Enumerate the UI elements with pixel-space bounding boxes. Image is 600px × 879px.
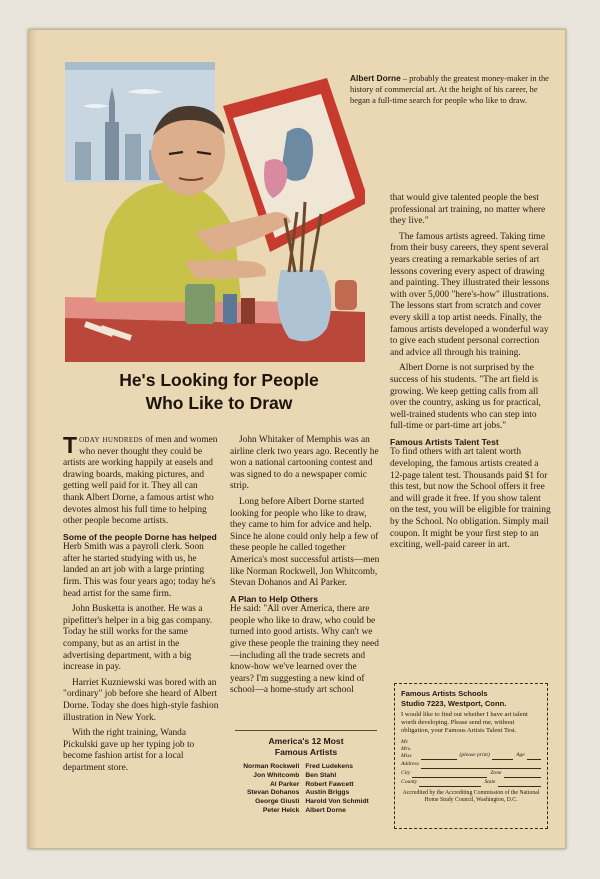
artist-name: George Giusti [255, 798, 300, 806]
paragraph-long-before: Long before Albert Dorne started looking for people who like to draw, they came to him for advice and help. Since he alone could only help a few of these people he called together America's most successful artists—men like Norman Rockwell, Jon Whitcomb, Stevan Dohanos and Al Parker. [230, 496, 380, 589]
albert-dorne-illustration [65, 62, 365, 362]
subhead-people-helped: Some of the people Dorne has helped [63, 531, 217, 542]
artist-name: Austin Briggs [305, 789, 350, 797]
paragraph-herb-smith: Herb Smith was a payroll clerk. Soon after he started studying with us, he landed an art job with a large printing firm. This was four years ago; today he's head artist for the same firm. [63, 542, 216, 599]
address-label: Address [401, 760, 419, 767]
drop-cap: T [63, 432, 78, 458]
subhead-plan: A Plan to Help Others [230, 593, 319, 604]
mail-coupon[interactable] [394, 683, 548, 829]
artist-name: Albert Dorne [305, 806, 346, 814]
city-label: City [401, 769, 411, 776]
state-label: State [484, 778, 496, 785]
coupon-request-text: I would like to find out whether I have art talent worth developing. Please send me, without obligation, your Famous Artists Talent Test. [401, 711, 528, 735]
paragraph-john-busketta: John Busketta is another. He was a pipefitter's helper in a big gas company. Today he still works for the same company, but as an artist in the advertising department, with a big increase in pay. [63, 604, 213, 673]
famous-artists-box [227, 730, 385, 816]
name-field[interactable] [421, 752, 457, 760]
age-label: Age [516, 751, 525, 758]
headline-line-2: Who Like to Draw [145, 393, 293, 413]
paragraph-john-whitaker: John Whitaker of Memphis was an airline clerk two years ago. Recently he won a national cartooning contest and was signed to do a newspaper comic strip. [230, 435, 379, 492]
county-label: County [401, 778, 418, 785]
article-column-2 [230, 435, 381, 701]
address-field[interactable] [421, 761, 541, 769]
paragraph-harriet: Harriet Kuzniewski was bored with an "ordinary" job before she heard of Albert Dorne. Today she does high-style fashion illustration in New York. [63, 677, 219, 723]
city-row [401, 769, 541, 778]
name-row [401, 739, 541, 760]
zone-field[interactable] [504, 770, 542, 778]
county-row [401, 778, 541, 787]
coupon-form [401, 739, 541, 787]
artists-right-column [305, 763, 368, 816]
paragraph-talent-test: To find others with art talent worth developing, the famous artists created a 12-page talent test. Thousands paid $1 for this test, but now the School offers it free and will grade it free. If you show talent on the test, you will be eligible for training by the School. No obligation. Simply mail coupon. It might be your first step to an exciting, well-paid career in art. [390, 447, 551, 551]
lead-paragraph [63, 432, 220, 528]
artists-title-1: America's 12 Most [268, 736, 344, 746]
county-field[interactable] [419, 779, 481, 787]
please-print-label: (please print) [459, 751, 490, 758]
lead-text: of men and women who never thought they could be artists are working happily at easels and drawing boards, making pictures, and getting well paid for it. They all can thank Albert Dorne, a famous artist who devotes almost his full time to helping other people become artists. [63, 435, 218, 527]
paragraph-continued: that would give talented people the best professional art training, no matter where they live." [390, 193, 546, 227]
paragraph-he-said: He said: "All over America, there are people who like to draw, who could be turned into good artists. Why can't we give these people the training they need—including all the trade secrets and know-how we've learned over the years? I'm suggesting a new kind of school—a home-study art school [230, 604, 379, 696]
name-field-end[interactable] [492, 752, 513, 760]
headline-line-1: He's Looking for People [119, 370, 319, 390]
caption-name: Albert Dorne [350, 73, 401, 83]
age-field[interactable] [527, 752, 541, 760]
salutation-labels: Mr. Mrs. Miss [401, 738, 412, 759]
artist-name: Norman Rockwell [243, 763, 300, 770]
accreditation-note: Accredited by the Accrediting Commission of the National Home Study Council, Washington, D.C. [402, 789, 540, 803]
illustration-caption [350, 73, 555, 106]
state-field[interactable] [498, 779, 542, 787]
article-headline [69, 369, 369, 415]
artists-left-column [243, 763, 299, 816]
artist-name: Jon Whitcomb [253, 771, 300, 779]
subhead-talent-test: Famous Artists Talent Test [390, 436, 499, 447]
caption-text: – probably the greatest money-maker in the history of commercial art. At the height of his career, he began a full-time search for people who like to draw. [350, 74, 549, 105]
artist-name: Ben Stahl [305, 771, 337, 779]
paragraph-artists-agreed: The famous artists agreed. Taking time from their busy careers, they spent several years creating a remarkable series of art lessons covering every aspect of drawing and painting. They illustrated their lessons with over 5,000 "here's-how" illustrations. The lessons start from scratch and cover every skill a top artist needs. Finally, the famous artists developed a wonderful way to give each student personal correction and advice all through his training. [390, 231, 550, 358]
artist-name: Robert Fawcett [305, 780, 354, 788]
artist-name: Al Parker [269, 780, 300, 788]
artist-name: Stevan Dohanos [246, 789, 300, 797]
lead-caps: oday hundreds [79, 435, 143, 445]
artist-name: Harold Von Schmidt [305, 798, 369, 806]
zone-label: Zone [490, 769, 502, 776]
artist-name: Peter Helck [262, 806, 300, 814]
city-field[interactable] [412, 770, 487, 778]
article-column-3 [390, 193, 551, 556]
paragraph-not-surprised: Albert Dorne is not surprised by the success of his students. "The art field is growing. We keep getting calls from all over the country, asking us for practical, well-trained students who can step into full-time or part-time art jobs." [390, 363, 541, 432]
coupon-address: Studio 7223, Westport, Conn. [401, 698, 507, 708]
paragraph-wanda: With the right training, Wanda Pickulski gave up her typing job to become fashion artist for a local department store. [63, 728, 195, 773]
coupon-school-name: Famous Artists Schools [401, 689, 488, 698]
artists-title-2: Famous Artists [274, 746, 338, 757]
divider [235, 730, 377, 731]
artist-name: Fred Ludekens [305, 763, 353, 770]
magazine-page [28, 29, 566, 849]
article-column-1 [63, 432, 220, 779]
artists-list [227, 763, 385, 816]
address-row [401, 760, 541, 769]
